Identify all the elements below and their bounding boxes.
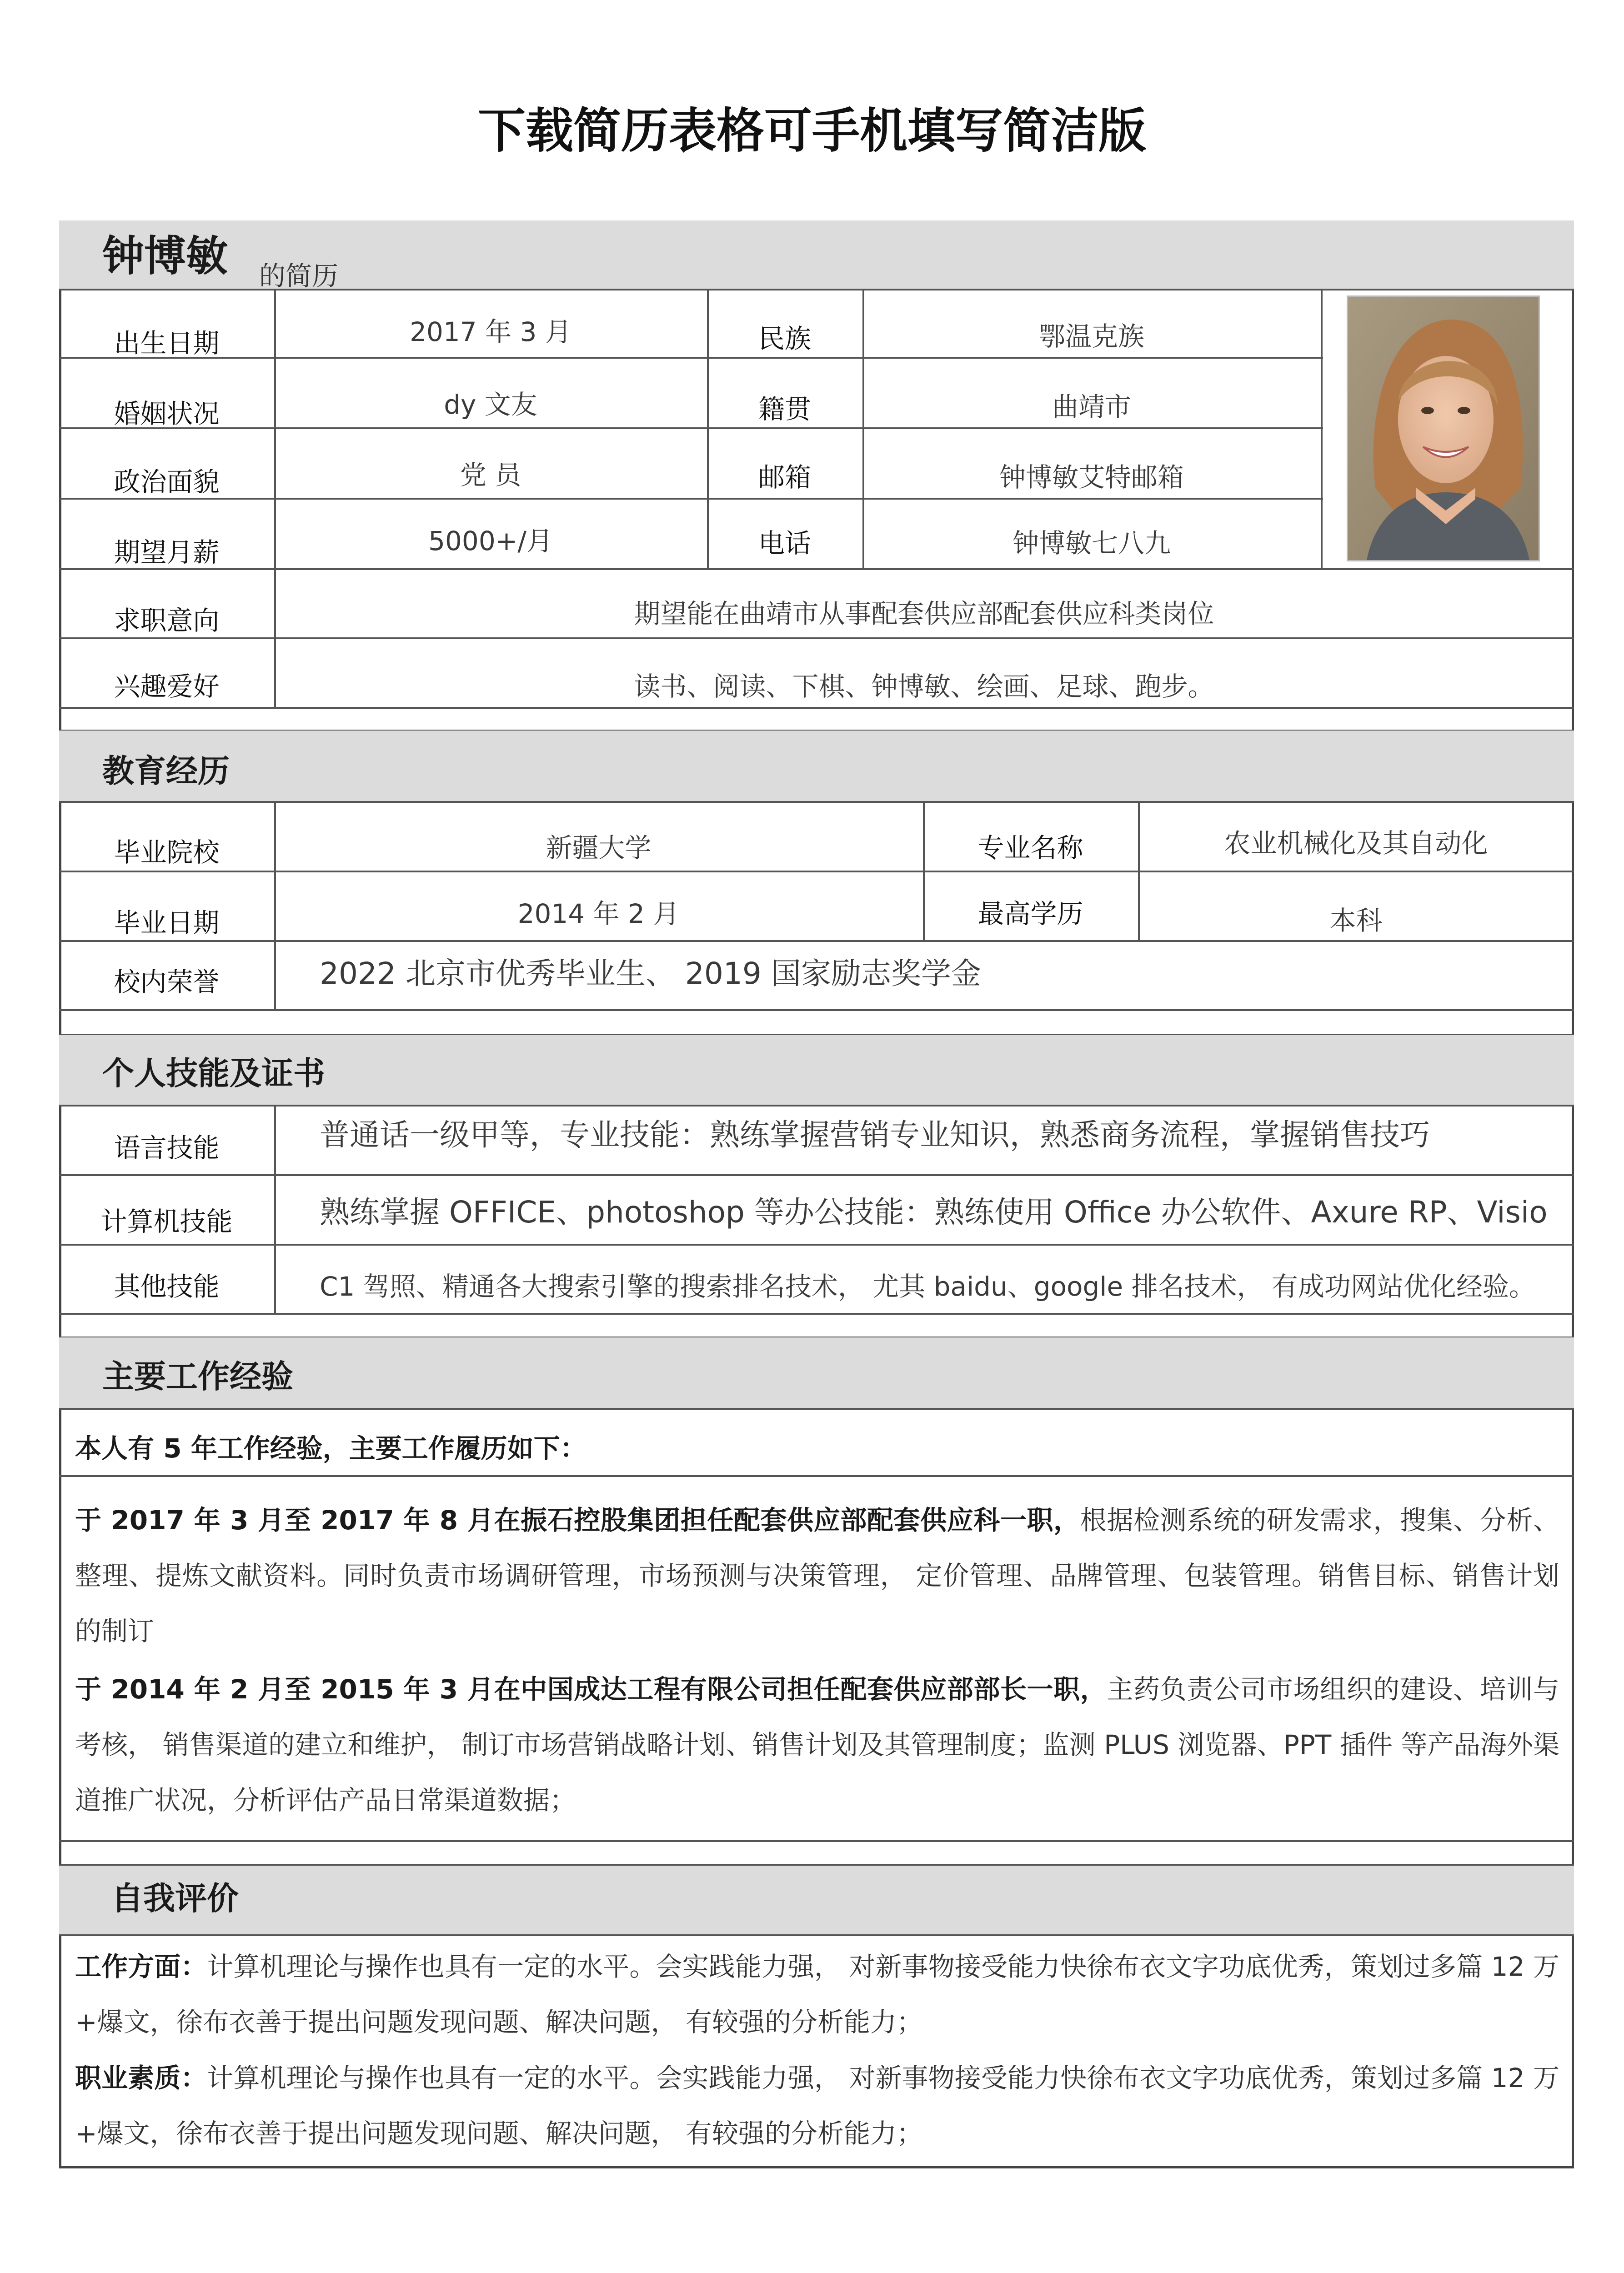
document-title: 下载简历表格可手机填写简洁版 — [477, 103, 1146, 159]
degree-label: 最高学历 — [977, 898, 1083, 929]
school-label: 毕业院校 — [114, 837, 220, 868]
grad-label: 毕业日期 — [114, 907, 220, 938]
grad-value: 2014 年 2 月 — [517, 898, 680, 929]
self-eval-quality — [75, 2050, 1559, 2161]
email-label: 邮箱 — [758, 462, 811, 493]
job-1-description: 根据检测系统的研发需求，搜集、分析、整理、提炼文献资料。同时负责市场调研管理，市场预测与决策管理， 定价管理、品牌管理、包装管理。销售目标、销售计划的制订 — [75, 1505, 1559, 1647]
salary-label: 期望月薪 — [114, 537, 220, 568]
school-value: 新疆大学 — [546, 832, 652, 863]
lang-skill-value: 普通话一级甲等，专业技能：熟练掌握营销专业知识，熟悉商务流程，掌握销售技巧 — [320, 1117, 1430, 1152]
degree-value: 本科 — [1329, 905, 1383, 936]
hobby-label: 兴趣爱好 — [114, 671, 220, 702]
email-value: 钟博敏艾特邮箱 — [999, 462, 1184, 493]
other-skill-value: C1 驾照、精通各大搜索引擎的搜索排名技术， 尤其 baidu、google 排名技术， 有成功网站优化经验。 — [320, 1271, 1536, 1302]
salary-value: 5000+/月 — [428, 526, 553, 556]
marital-value: dy 文友 — [444, 389, 537, 420]
phone-label: 电话 — [758, 528, 811, 559]
political-label: 政治面貌 — [114, 466, 220, 497]
education-band — [59, 731, 1574, 801]
computer-skill-value: 熟练掌握 OFFICE、photoshop 等办公技能：熟练使用 Office 办公软件、Axure RP、Visio — [320, 1194, 1548, 1230]
origin-value: 曲靖市 — [1052, 391, 1131, 422]
self-eval-work-label: 工作方面： — [75, 1951, 207, 1982]
birth-value: 2017 年 3 月 — [410, 316, 571, 347]
portrait-photo-icon — [1348, 297, 1540, 561]
birth-label: 出生日期 — [114, 328, 220, 359]
self-eval-title: 自我评价 — [111, 1880, 239, 1917]
political-value: 党 员 — [460, 460, 521, 491]
major-label: 专业名称 — [977, 832, 1083, 863]
intent-value: 期望能在曲靖市从事配套供应部配套供应科类岗位 — [634, 598, 1214, 629]
self-eval-quality-label: 职业素质： — [75, 2063, 207, 2093]
skills-title: 个人技能及证书 — [102, 1055, 325, 1092]
major-value: 农业机械化及其自动化 — [1224, 828, 1488, 859]
ethnicity-value: 鄂温克族 — [1038, 321, 1144, 352]
self-eval-quality-text: 计算机理论与操作也具有一定的水平。会实践能力强， 对新事物接受能力快徐布衣文字功底优秀，策划过多篇 12 万+爆文，徐布衣善于提出问题发现问题、解决问题， 有较强的分析能力； — [75, 2063, 1559, 2149]
origin-label: 籍贯 — [758, 394, 811, 425]
self-eval-work — [75, 1939, 1559, 2050]
computer-skill-label: 计算机技能 — [100, 1206, 233, 1237]
work-summary: 本人有 5 年工作经验，主要工作履历如下： — [75, 1433, 586, 1464]
lang-skill-label: 语言技能 — [114, 1132, 220, 1163]
portrait-photo — [1347, 295, 1540, 561]
job-1-heading: 于 2017 年 3 月至 2017 年 8 月在振石控股集团担任配套供应部配套供应科一职， — [75, 1505, 1080, 1536]
hobby-value: 读书、阅读、下棋、钟博敏、绘画、足球、跑步。 — [634, 671, 1214, 702]
resume-name-suffix: 的简历 — [259, 260, 339, 291]
job-entry-1 — [75, 1492, 1559, 1659]
honor-value: 2022 北京市优秀毕业生、 2019 国家励志奖学金 — [320, 956, 981, 991]
job-entry-2 — [75, 1662, 1559, 1828]
phone-value: 钟博敏七八九 — [1012, 528, 1171, 559]
resume-name: 钟博敏 — [102, 232, 228, 280]
marital-label: 婚姻状况 — [114, 398, 220, 429]
ethnicity-label: 民族 — [758, 323, 811, 354]
self-eval-band — [59, 1864, 1574, 1934]
job-2-heading: 于 2014 年 2 月至 2015 年 3 月在中国成达工程有限公司担任配套供应部部长一职， — [75, 1674, 1107, 1705]
work-title: 主要工作经验 — [102, 1358, 293, 1395]
self-eval-work-text: 计算机理论与操作也具有一定的水平。会实践能力强， 对新事物接受能力快徐布衣文字功底优秀，策划过多篇 12 万+爆文，徐布衣善于提出问题发现问题、解决问题， 有较强的分析能力； — [75, 1951, 1559, 2038]
honor-label: 校内荣誉 — [114, 966, 220, 997]
intent-label: 求职意向 — [114, 605, 220, 636]
education-title: 教育经历 — [102, 752, 230, 790]
other-skill-label: 其他技能 — [114, 1271, 220, 1302]
job-2-description: 主药负责公司市场组织的建设、培训与考核， 销售渠道的建立和维护， 制订市场营销战略计划、销售计划及其管理制度；监测 PLUS 浏览器、PPT 插件 等产品海外渠道推广状况，分析评估产品日常渠道数据； — [75, 1674, 1559, 1816]
